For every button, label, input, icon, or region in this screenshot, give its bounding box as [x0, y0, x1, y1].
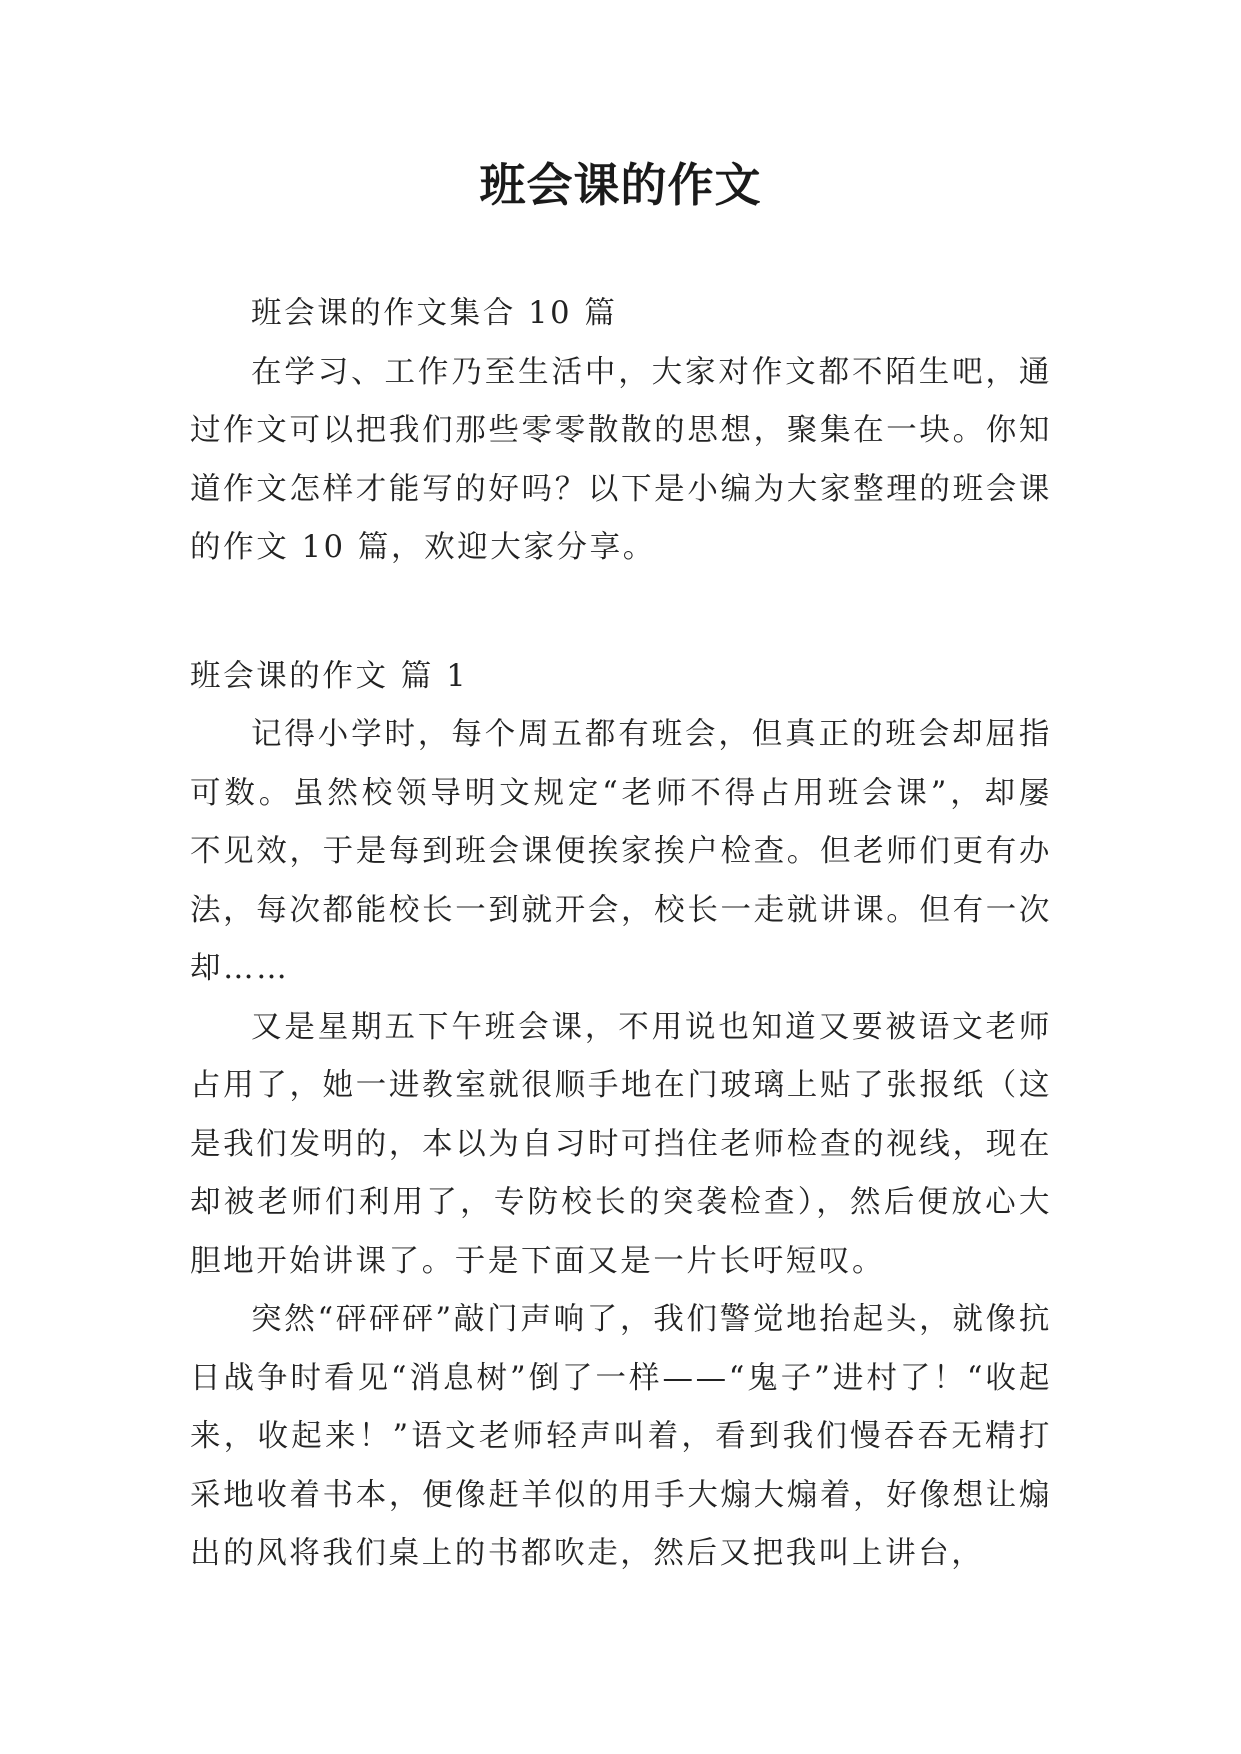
essay-heading: 班会课的作文 篇 1 [190, 658, 469, 694]
essay-paragraph: 突然“砰砰砰”敲门声响了，我们警觉地抬起头，就像抗日战争时看见“消息树”倒了一样——“鬼子”进村了！“收起来，收起来！”语文老师轻声叫着，看到我们慢吞吞无精打采地收着书本，便像赶羊似的用手大煽大煽着，好像想让煽出的风将我们桌上的书都吹走，然后又把我叫上讲台， [190, 1302, 1052, 1571]
document-title: 班会课的作文 [479, 158, 762, 212]
essay-paragraph: 记得小学时，每个周五都有班会，但真正的班会却屈指可数。虽然校领导明文规定“老师不得占用班会课”，却屡不见效，于是每到班会课便挨家挨户检查。但老师们更有办法，每次都能校长一到就开会，校长一走就讲课。但有一次却…… [190, 717, 1052, 986]
document-body [190, 285, 1052, 1584]
intro-paragraph: 在学习、工作乃至生活中，大家对作文都不陌生吧，通过作文可以把我们那些零零散散的思想，聚集在一块。你知道作文怎样才能写的好吗？以下是小编为大家整理的班会课的作文 10 篇，欢迎大家分享。 [190, 354, 1052, 565]
essay-paragraph: 又是星期五下午班会课，不用说也知道又要被语文老师占用了，她一进教室就很顺手地在门玻璃上贴了张报纸（这是我们发明的，本以为自习时可挡住老师检查的视线，现在却被老师们利用了，专防校长的突袭检查），然后便放心大胆地开始讲课了。于是下面又是一片长吁短叹。 [190, 1009, 1052, 1279]
document-subtitle: 班会课的作文集合 10 篇 [251, 296, 618, 331]
